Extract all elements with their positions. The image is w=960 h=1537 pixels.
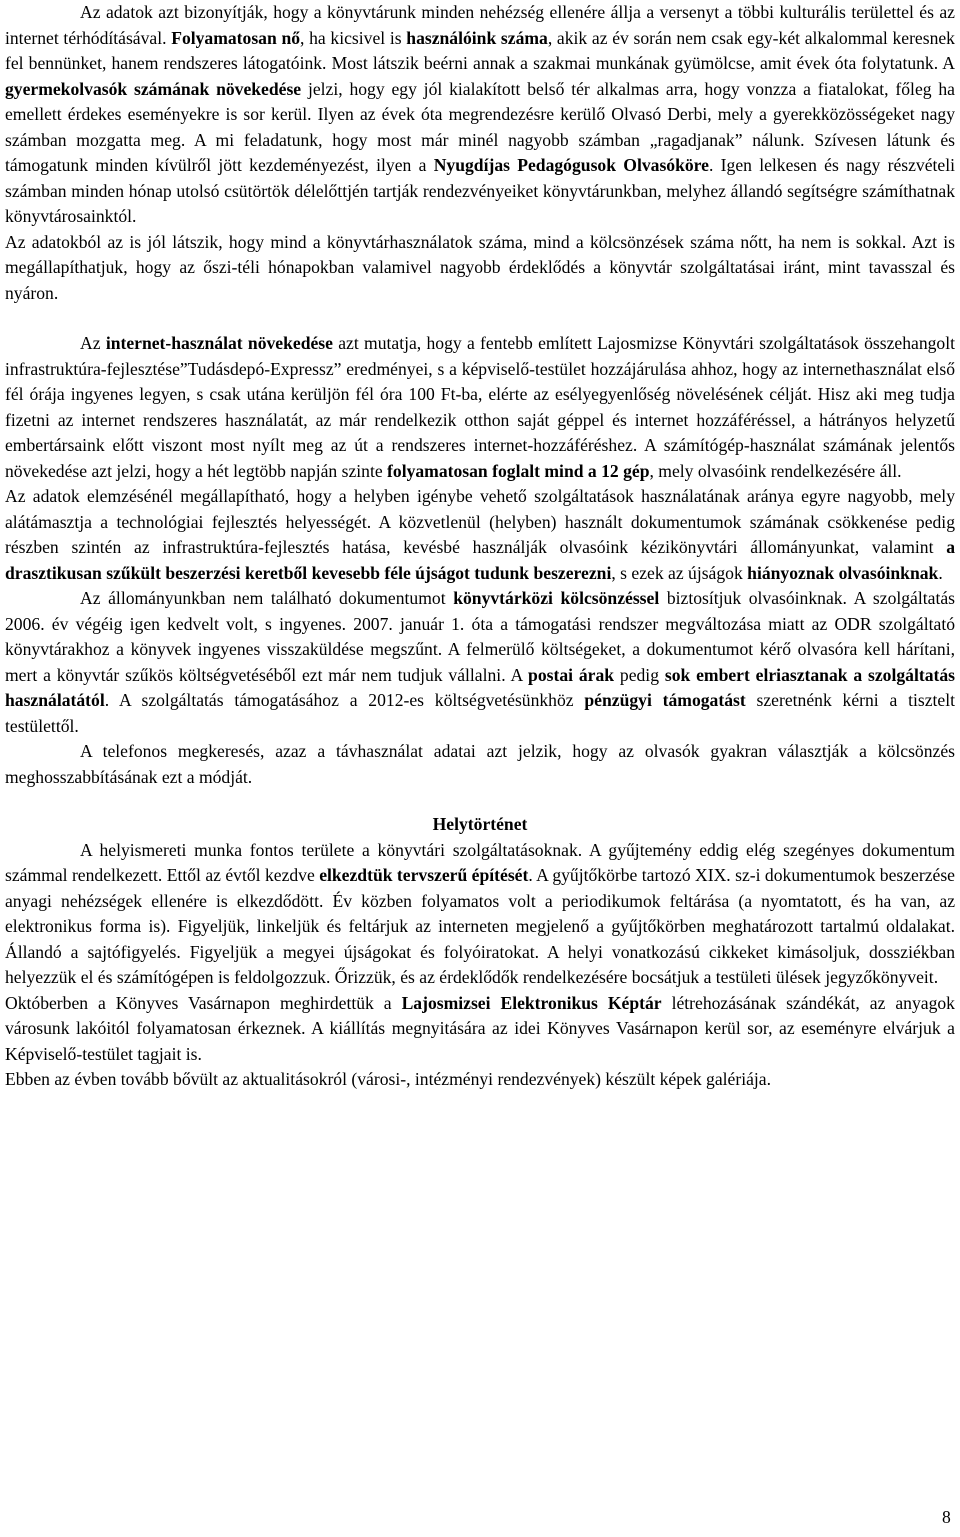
paragraph bbox=[5, 739, 955, 790]
paragraph bbox=[5, 484, 955, 586]
text-run: . bbox=[938, 562, 943, 583]
text-run: létrehozásának szándékát, az anyagok városunk lakóitól folyamatosan érkeznek. A kiállítás megnyitására az idei Könyves Vasárnapon kerül sor, az eseményre elvárjuk a Képviselő-testület tagjait is. bbox=[5, 992, 955, 1064]
bold-text: postai árak bbox=[528, 664, 615, 685]
paragraph-gap bbox=[5, 306, 955, 331]
text-run: szeretnénk kérni a tisztelt testülettől. bbox=[5, 690, 956, 736]
text-run: . Igen lelkesen és nagy részvételi számban minden hónap utolsó csütörtök délelőttjén tartják rendezvényeiket könyvtárunkban, melyhez állandó segítségre számíthatnak könyvtárosainktól. bbox=[5, 155, 955, 226]
text-run: , akik az év során nem csak egy-két alkalommal keresnek fel bennünket, hanem rendszeres látogatóink. Most látszik beérni annak a szakmai munkának gyümölcse, amit évek óta folytatunk. A bbox=[5, 27, 955, 73]
document-page bbox=[5, 0, 955, 1093]
text-run: A telefonos megkeresés, azaz a távhasználat adatai azt jelzik, hogy az olvasók gyakran választják a kölcsönzés meghosszabbításának ezt a módját. bbox=[5, 741, 955, 787]
text-run: Ebben az évben tovább bővült az aktualitásokról (városi-, intézményi rendezvények) készült képek galériája. bbox=[5, 1069, 771, 1089]
paragraph bbox=[5, 0, 955, 230]
bold-text: gyermekolvasók számának növekedése bbox=[5, 78, 302, 99]
text-run: jelzi, hogy egy jól kialakított belső tér alkalmas arra, hogy vonzza a fiatalokat, főleg ha emellett érdekes eseményekre is sor kerül. Ilyen az évek óta megrendezésre kerülő Olvasó Derbi, mely a gyerekközösségeket nagy számban mozgatta meg. A mi feladatunk, hogy most már minél nagyobb számban „ragadjanak” nálunk. Szívesen látunk és támogatunk minden kívülről jött kezdeményezést, ilyen a bbox=[5, 78, 955, 175]
bold-text: a drasztikusan szűkült beszerzési keretből kevesebb féle újságot tudunk beszerezni bbox=[5, 537, 955, 583]
bold-text: sok embert elriasztanak a szolgáltatás használatától bbox=[5, 664, 956, 710]
paragraph bbox=[5, 331, 955, 484]
bold-text: hiányoznak olvasóinknak bbox=[747, 562, 939, 583]
paragraph bbox=[5, 1067, 955, 1093]
bold-text: elkezdtük tervszerű építését bbox=[319, 865, 529, 885]
bold-text: Folyamatosan nő bbox=[171, 27, 301, 48]
text-run: Az adatok azt bizonyítják, hogy a könyvtárunk minden nehézség ellenére állja a versenyt a többi kulturális területtel és az internet térhódításával. bbox=[5, 2, 955, 48]
text-run: , ha kicsivel is bbox=[300, 27, 407, 48]
text-run: . A gyűjtőkörbe tartozó XIX. sz-i dokumentumok beszerzése anyagi nehézségek ellenére is elkezdődött. Év közben folyamatos volt a periodikumok feltárása (a nyomtatott, és ha van, az elektronikus forma is). Figyeljük, linkeljük és feltárjuk az interneten megjelenő a gyűjtőkörben meghatározott tartalmú oldalakat. Állandó a sajtófigyelés. Figyeljük a megyei újságokat és folyóiratokat. A helyi vonatkozású cikkeket kimásoljuk, dossziékban helyezzük el és számítógépen is feldolgozzuk. Őrizzük, és az érdeklődők rendelkezésére bocsátjuk a testületi ülések jegyzőkönyveit. bbox=[5, 865, 955, 987]
bold-text: Lajosmizsei Elektronikus Képtár bbox=[401, 992, 662, 1013]
bold-text: használóink száma bbox=[406, 27, 548, 48]
text-run: pedig bbox=[614, 664, 665, 685]
bold-text: folyamatosan foglalt mind a 12 gép bbox=[387, 460, 650, 481]
section-heading bbox=[5, 812, 955, 838]
text-run: , s ezek az újságok bbox=[611, 562, 748, 583]
bold-text: internet-használat növekedése bbox=[105, 333, 333, 353]
text-run: Helytörténet bbox=[432, 814, 528, 834]
text-run: Az adatokból az is jól látszik, hogy mind a könyvtárhasználatok száma, mind a kölcsönzések száma nőtt, ha nem is sokkal. Azt is megállapíthatjuk, hogy az őszi-téli hónapokban valamivel nagyobb érdeklődés a könyvtár szolgáltatásai iránt, mint tavasszal és nyáron. bbox=[5, 231, 955, 303]
bold-text: könyvtárközi kölcsönzéssel bbox=[453, 588, 660, 608]
text-run: azt mutatja, hogy a fentebb említett Lajosmizse Könyvtári szolgáltatások összehangolt infrastruktúra-fejlesztése”Tudásdepó-Expressz” eredményei, s a képviselő-testület hozzájárulása ahhoz, hogy az internethasználat első fél órája ingyenes legyen, s csak utána kerüljön fél óra 100 Ft-ba, elérte az esélyegyenlőség növelésének célját. Hisz aki meg tudja fizetni az internet rendszeres használatát, az már rendelkezik otthon saját géppel és internet hozzáféréssel, a hátrányos helyzetű embertársaink előtt viszont most nyílt meg az út a rendszeres internet-hozzáféréshez. A számítógép-használat számának jelentős növekedése azt jelzi, hogy a hét legtöbb napján szinte bbox=[5, 333, 955, 481]
paragraph-gap bbox=[5, 790, 955, 806]
bold-text: pénzügyi támogatást bbox=[584, 690, 746, 710]
text-run: Októberben a Könyves Vasárnapon meghirdettük a bbox=[5, 992, 402, 1013]
paragraph bbox=[5, 838, 955, 991]
page-number: 8 bbox=[942, 1507, 951, 1527]
text-run: Az bbox=[80, 333, 106, 353]
text-run: Az állományunkban nem található dokumentumot bbox=[80, 588, 454, 608]
paragraph bbox=[5, 586, 955, 739]
text-run: . A szolgáltatás támogatásához a 2012-es költségvetésünkhöz bbox=[104, 690, 585, 710]
paragraph bbox=[5, 991, 955, 1068]
text-run: A helyismereti munka fontos területe a könyvtári szolgáltatásoknak. A gyűjtemény eddig elég szegényes dokumentum számmal rendelkezett. Ettől az évtől kezdve bbox=[5, 839, 955, 885]
text-run: biztosítjuk olvasóinknak. A szolgáltatás 2006. év végéig igen kedvelt volt, s ingyenes. 2007. január 1. óta a támogatási rendszer megváltozása miatt az ODR szolgáltató könyvtárakhoz a könyvek ingyenes visszaküldése megszűnt. A felmerülő költségeket, a dokumentumot kérő olvasóra kell hárítani, mert a könyvtár szűkös költségvetéséből ezt már nem tudjuk vállalni. A bbox=[5, 588, 955, 685]
paragraph bbox=[5, 230, 955, 307]
text-run: , mely olvasóink rendelkezésére áll. bbox=[649, 460, 902, 481]
bold-text: Nyugdíjas Pedagógusok Olvasóköre bbox=[433, 155, 709, 175]
text-run: Az adatok elemzésénél megállapítható, hogy a helyben igénybe vehető szolgáltatások használatának aránya egyre nagyobb, mely alátámasztja a technológiai fejlesztés helyességét. A közvetlenül (helyben) használt dokumentumok számának csökkenése pedig részben szintén az infrastruktúra-fejlesztés hatása, kevésbé használják olvasóink kézikönyvtári állományunkat, valamint bbox=[5, 486, 955, 557]
